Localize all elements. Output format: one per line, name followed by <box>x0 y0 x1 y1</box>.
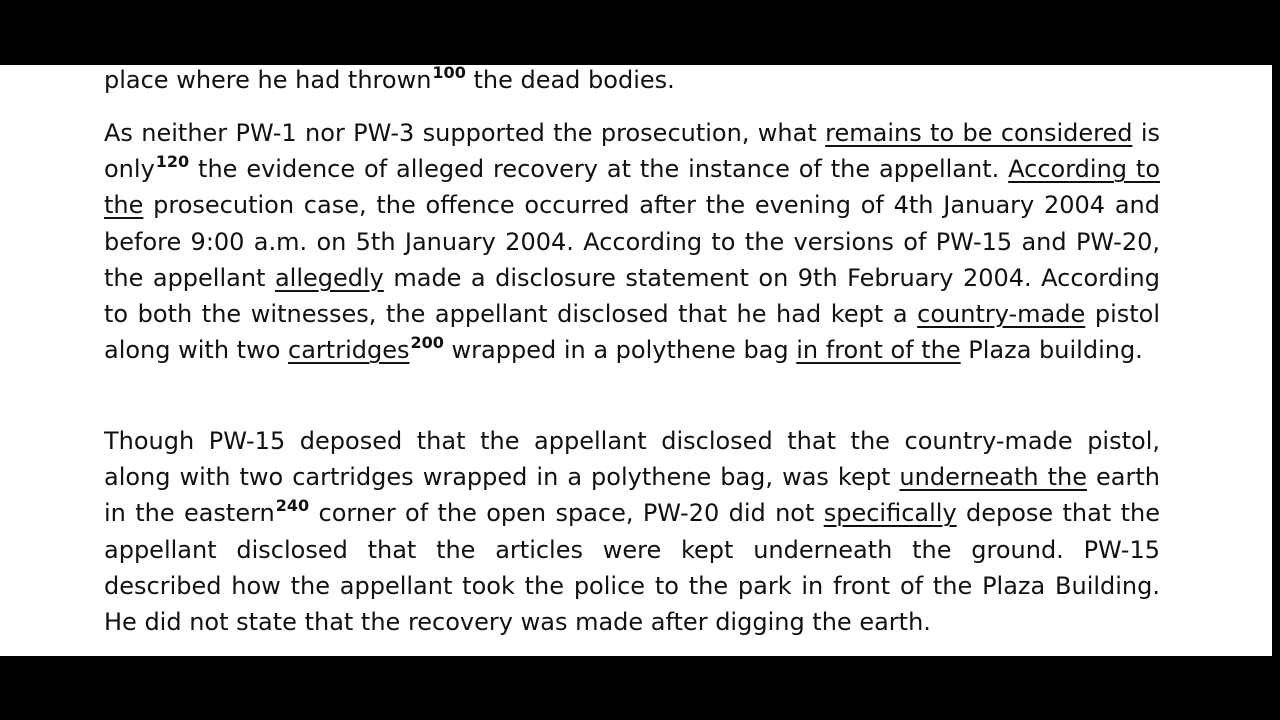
footnote-marker: 100 <box>432 65 466 82</box>
text-run: pistol along with two <box>104 300 1161 365</box>
text-run: As neither PW-1 nor PW-3 supported the prosecution, what <box>104 119 826 147</box>
paragraph-1 <box>104 65 1160 98</box>
text-run: wrapped in a polythene bag <box>443 336 797 365</box>
underlined-phrase: allegedly <box>274 263 384 292</box>
text-run: the evidence of alleged recovery at the instance of the appellant. <box>189 155 1009 184</box>
right-edge-bar <box>1272 65 1280 656</box>
footnote-marker: 200 <box>410 333 444 353</box>
text-run: corner of the open space, PW-20 did not <box>309 499 824 528</box>
underlined-phrase: underneath the <box>899 463 1088 492</box>
top-letterbox-bar <box>0 0 1280 65</box>
underlined-phrase: remains to be considered <box>825 119 1133 147</box>
paragraph-3 <box>104 423 1160 640</box>
text-run: Though PW-15 deposed that the appellant disclosed that the country-made pistol, along with two cartridges wrapped in a polythene bag, was kept <box>104 427 1160 492</box>
text-run: is only <box>104 119 1160 184</box>
text-run: earth in the eastern <box>104 463 1161 528</box>
text-run: place where he had thrown <box>104 66 432 94</box>
text-run: Plaza building. <box>960 336 1143 365</box>
underlined-phrase: cartridges <box>288 336 410 365</box>
underlined-phrase: specifically <box>823 499 957 528</box>
underlined-phrase: in front of the <box>796 336 961 365</box>
footnote-marker: 240 <box>275 496 310 516</box>
underlined-phrase: According to the <box>104 155 1161 220</box>
paragraph-2 <box>104 115 1160 368</box>
text-run: made a disclosure statement on 9th February 2004. According to both the witnesses, the appellant disclosed that he had kept a <box>104 263 1160 329</box>
text-run: the dead bodies. <box>465 66 675 94</box>
document-page <box>0 65 1272 656</box>
footnote-marker: 120 <box>155 152 190 172</box>
text-run: prosecution case, the offence occurred after the evening of 4th January 2004 and before 9:00 a.m. on 5th January 2004. According to the versions of PW-15 and PW-20, the appellant <box>104 191 1160 292</box>
text-run: depose that the appellant disclosed that the articles were kept underneath the ground. PW-15 described how the appellant took the police to the park in front of the Plaza Building. He did not state that the recovery was made after digging the earth. <box>104 499 1160 637</box>
underlined-phrase: country-made <box>917 300 1086 329</box>
bottom-letterbox-bar <box>0 656 1280 720</box>
